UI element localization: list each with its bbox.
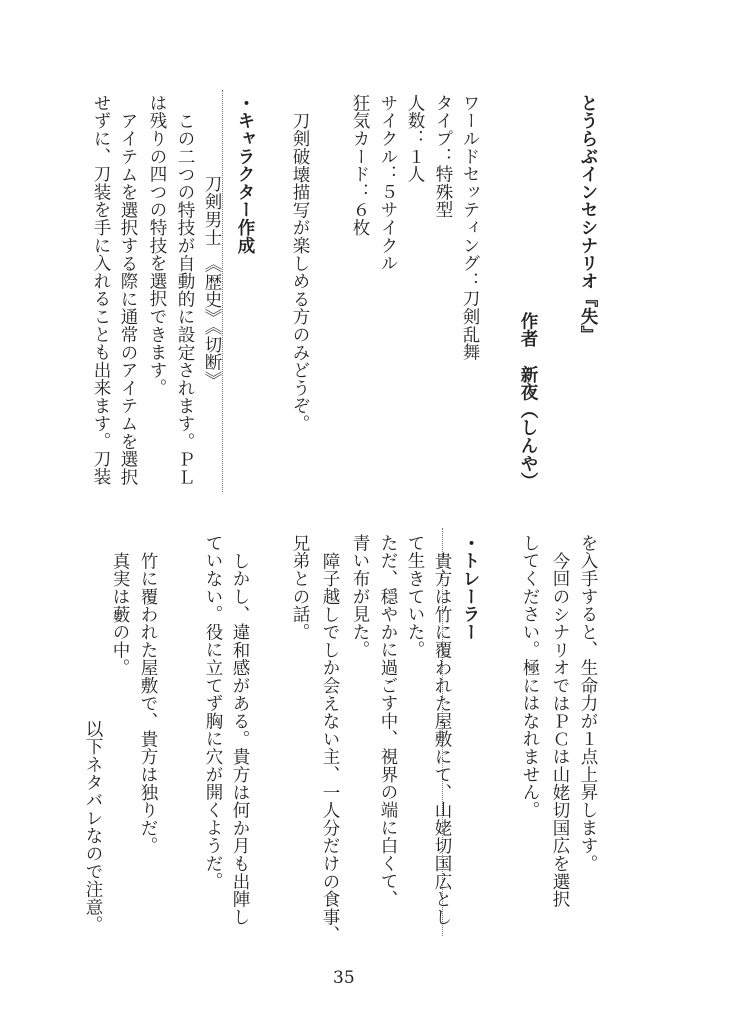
- trailer-line: て生きていた。: [405, 534, 425, 659]
- spoiler-warning: 以下ネタバレなので注意。: [83, 720, 103, 934]
- madness-cards: 狂気カード：６枚: [350, 94, 370, 237]
- body-line: この二つの特技が自動的に設定されます。ＰＬ: [175, 112, 195, 486]
- trailer-line: しかし、違和感がある。貴方は何か月も出陣し: [230, 552, 250, 926]
- body-line: せずに、刀装を手に入れることも出来ます。刀装: [91, 94, 111, 486]
- body-line: してください。極にはなれません。: [520, 534, 540, 819]
- scenario-title: とうらぶインセシナリオ『失』: [578, 94, 598, 344]
- body-line: アイテムを選択する際に通常のアイテムを選択: [118, 112, 138, 486]
- type: タイプ：特殊型: [433, 94, 453, 219]
- trailer-line: 竹に覆われた屋敷で、貴方は独りだ。: [138, 552, 158, 855]
- players: 人数：１人: [405, 94, 425, 183]
- trailer-line: 真実は藪の中。: [110, 552, 130, 677]
- body-line: 今回のシナリオではＰＣは山姥切国広を選択: [550, 552, 570, 908]
- page-number: 35: [333, 968, 355, 988]
- skills-line: 刀剣男士 《歴史》《切断》: [202, 175, 222, 389]
- trailer-heading: ・トレーラー: [460, 534, 480, 641]
- trailer-line: ていない。役に立てず胸に穴が開くようだ。: [203, 534, 223, 890]
- body-line: を入手すると、生命力が１点上昇します。: [578, 534, 598, 873]
- trailer-line: ただ、穏やかに過ごす中、視界の端に白くて、: [378, 534, 398, 908]
- content-note: 刀剣破壊描写が楽しめる方のみどうぞ。: [290, 112, 310, 433]
- author: 作者 新夜（しんや）: [518, 312, 538, 490]
- trailer-line: 貴方は竹に覆われた屋敷にて、山姥切国広とし: [432, 552, 452, 926]
- trailer-line: 障子越しでしか会えない主、一人分だけの食事、: [320, 552, 340, 944]
- cycles: サイクル：５サイクル: [378, 94, 398, 272]
- trailer-line: 青い布が見た。: [350, 534, 370, 659]
- character-heading: ・キャラクター作成: [235, 94, 255, 255]
- world-setting: ワールドセッティング：刀剣乱舞: [460, 94, 480, 361]
- trailer-line: 兄弟との話。: [290, 534, 310, 641]
- body-line: は残りの四つの特技を選択できます。: [147, 94, 167, 397]
